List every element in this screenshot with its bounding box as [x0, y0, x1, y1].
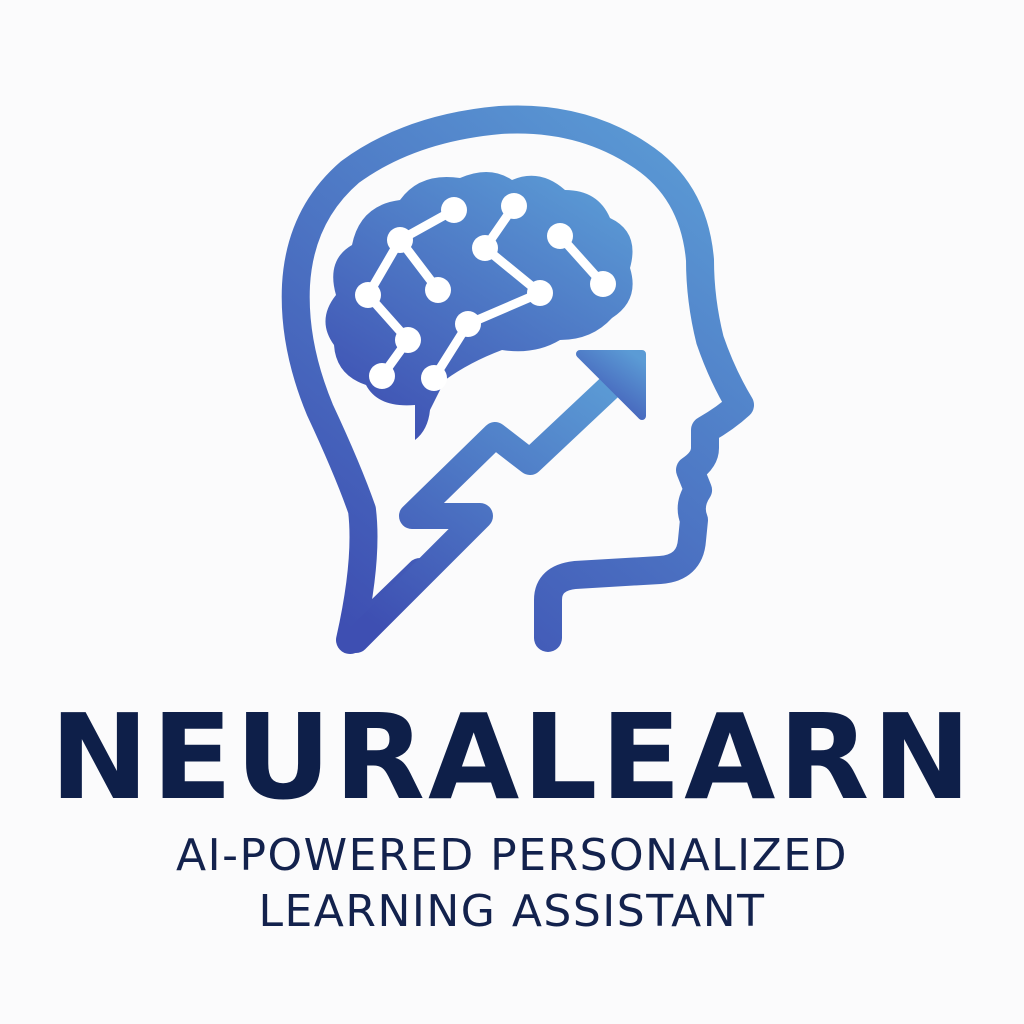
growth-arrow-icon [356, 368, 630, 640]
brand-name: NEURALEARN [49, 688, 975, 826]
tagline-line-2: LEARNING ASSISTANT [258, 886, 766, 937]
tagline-line-1: AI-POWERED PERSONALIZED [176, 830, 848, 881]
